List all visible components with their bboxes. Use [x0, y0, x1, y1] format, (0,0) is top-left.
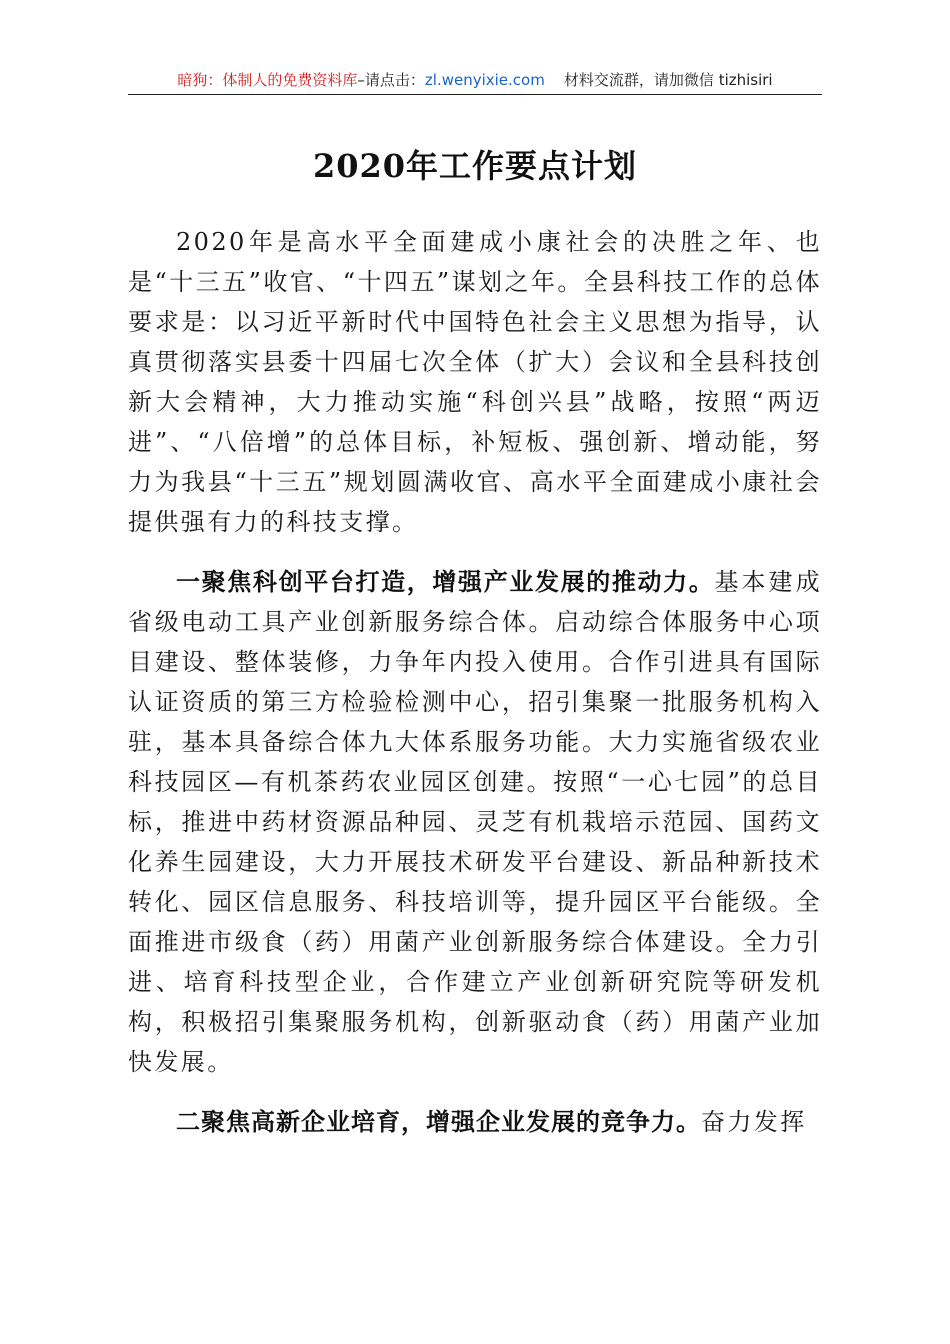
header-click-prompt: –请点击：: [357, 71, 425, 89]
page-header: [128, 70, 822, 95]
section-text-2: 奋力发挥: [701, 1108, 807, 1136]
document-body: [128, 222, 822, 1162]
section-paragraph-1: [128, 562, 822, 1082]
intro-paragraph: 2020年是高水平全面建成小康社会的决胜之年、也是“十三五”收官、“十四五”谋划之年。全县科技工作的总体要求是：以习近平新时代中国特色社会主义思想为指导，认真贯彻落实县委十四届七次全体（扩大）会议和全县科技创新大会精神，大力推动实施“科创兴县”战略，按照“两迈进”、“八倍增”的总体目标，补短板、强创新、增动能，努力为我县“十三五”规划圆满收官、高水平全面建成小康社会提供强有力的科技支撑。: [128, 228, 822, 536]
header-url-link[interactable]: zl.wenyixie.com: [424, 71, 545, 89]
section-paragraph-2: [128, 1102, 822, 1142]
section-heading-2: 二聚焦高新企业培育，增强企业发展的竞争力。: [176, 1108, 701, 1136]
header-contact: 材料交流群，请加微信 tizhisiri: [563, 71, 773, 89]
section-text-1: 基本建成省级电动工具产业创新服务综合体。启动综合体服务中心项目建设、整体装修，力争年内投入使用。合作引进具有国际认证资质的第三方检验检测中心，招引集聚一批服务机构入驻，基本具备综合体九大体系服务功能。大力实施省级农业科技园区—有机茶药农业园区创建。按照“一心七园”的总目标，推进中药材资源品种园、灵芝有机栽培示范园、国药文化养生园建设，大力开展技术研发平台建设、新品种新技术转化、园区信息服务、科技培训等，提升园区平台能级。全面推进市级食（药）用菌产业创新服务综合体建设。全力引进、培育科技型企业，合作建立产业创新研究院等研发机构，积极招引集聚服务机构，创新驱动食（药）用菌产业加快发展。: [128, 568, 822, 1076]
header-site-name: 暗狗：体制人的免费资料库: [177, 71, 358, 89]
document-title: 2020年工作要点计划: [312, 147, 638, 186]
section-heading-1: 一聚焦科创平台打造，增强产业发展的推动力。: [176, 568, 715, 596]
